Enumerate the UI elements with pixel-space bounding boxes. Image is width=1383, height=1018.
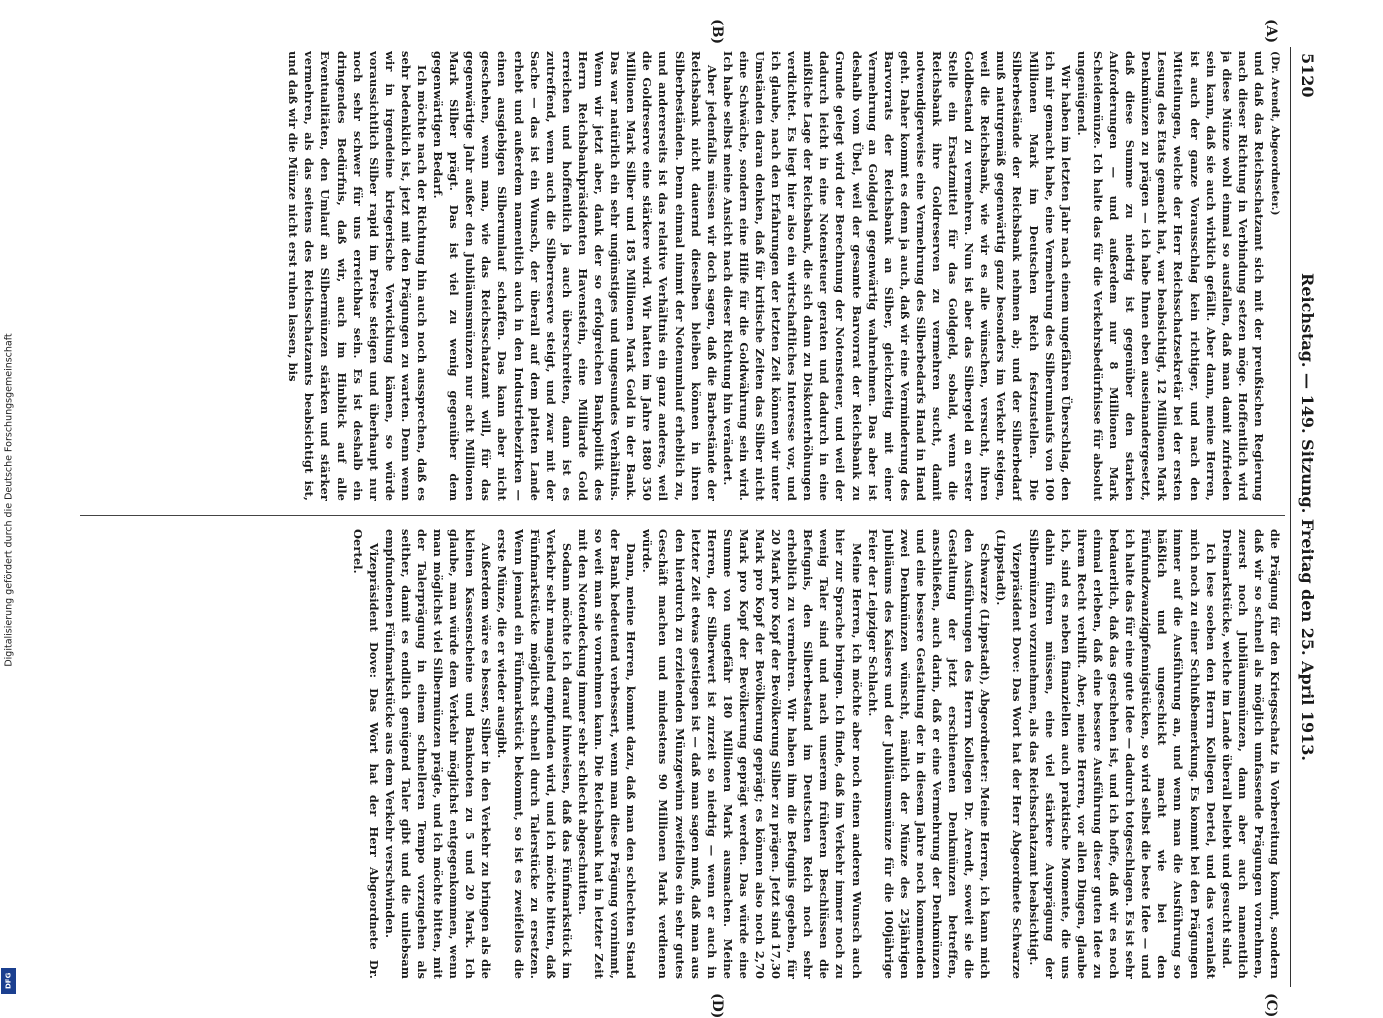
margin-letter-b: (B) xyxy=(709,19,725,45)
paragraph: Meine Herren, ich möchte aber noch einen anderen Wunsch auch hier zur Sprache bringen. Ich finde, daß im Verkehr immer noch zu wenig Taler sind und nach unserem früheren Beschlüssen die Befugnis, den Silberbestand im Deutschen Reich noch sehr erheblich zu vermehren. Wir haben ihm die Befugnis gegeben, für 20 Mark pro Kopf der Bevölkerung Silber zu prägen. Jetzt sind 17,30 Mark pro Kopf der Bevölkerung geprägt; es können also noch 2,70 Mark pro Kopf der Bevölkerung geprägt werden. Das würde eine Summe von ungefähr 180 Millionen Mark ausmachen. Meine Herren, der Silberwert ist zurzeit so niedrig — wenn er auch in letzter Zeit etwas gestiegen ist — daß man sagen muß, daß man aus den hierdurch zu erzielenden Münzgewinn zweifellos ein sehr gutes Geschäft machen und mindestens 90 Millionen Mark verdienen würde. xyxy=(640,529,864,979)
paragraph: Aber jedenfalls müssen wir doch sagen, daß die Barbestände der Reichsbank nicht dauernd dieselben bleiben können in ihren Silberbeständen. Denn einmal nimmt der Notenumlauf erheblich zu, und andererseits ist das relative Verhältnis ein ganz anderes, weil die Goldreserve eine stärkere wird. Wir hatten im Jahre 1880 350 Millionen Mark Silber und 185 Millionen Mark Gold in der Bank. Das war natürlich ein sehr ungünstiges und ungesundes Verhältnis. Wenn wir jetzt aber, dank der so erfolgreichen Bankpolitik des Herrn Reichsbankpräsidenten Havenstein, eine Milliarde Gold erreichen und hoffentlich ja auch überschreiten, dann ist es zutreffend, wenn auch die Silberreserve steigt, und zwar mit der Sache — das ist ein Wunsch, der überall auf dem platten Lande erhebt und außerdem namentlich auch in den Industriebezirken — einen ausgiebigen Silberumlauf schaffen. Das kann aber nicht geschehen, wenn man, wie das Reichsschatzamt will, für das gegenwärtige Jahr außer den Jubiläumsmünzen nur acht Millionen Mark Silber prägt. Das ist viel zu wenig gegenüber dem gegenwärtigen Bedarf. xyxy=(431,51,719,501)
session-title: Reichstag. — 149. Sitzung. Freitag den 25. April 1913. xyxy=(1298,273,1317,761)
paragraph: Sodann möchte ich darauf hinweisen, daß das Fünfmarkstück im Verkehr sehr mangelnd empfunden wird, und ich möchte bitten, daß Fünfmarkstücke möglichst schnell durch Talerstücke zu ersetzen. Wenn jemand ein Fünfmarkstück bekommt, so ist es zweifellos die erste Münze, die er wieder ausgibt. xyxy=(495,529,574,979)
paragraph: Außerdem wäre es besser, Silber in den Verkehr zu bringen als die kleinen Kassenscheine und Banknoten zu 5 und 20 Mark. Ich glaube, man würde dem Verkehr möglichst entgegenkommen, wenn man möglichst viel Silbermünzen prägte, und ich möchte bitten, mit der Talerprägung in einem schnelleren Tempo vorzugehen als seither, damit es endlich genügend Taler gibt und die unliebsam empfundenen Fünfmarkstücke aus dem Verkehr verschwinden. xyxy=(382,529,494,979)
credit-sidebar xyxy=(0,0,18,1000)
dfg-logo: DFG xyxy=(1,968,16,994)
left-column xyxy=(78,51,1283,501)
rotated-page xyxy=(65,19,1325,1018)
paragraph: Schwarze (Lippstadt), Abgeordneter: Meine Herren, ich kann mich den Ausführungen des Herrn Kollegen Dr. Arendt, soweit sie die Gestaltung der jetzt erschienenen Denkmünzen betreffen, anschließen, auch darin, daß er eine Vermehrung der Denkmünzen und eine bessere Gestaltung der in diesem Jahre noch kommenden zwei Denkmünzen wünscht, nämlich der Münze des 25jährigen Jubiläums des Kaisers und der Jubiläumsmünze für die 100jährige Feier der Leipziger Schlacht. xyxy=(865,529,993,979)
paragraph: Dann, meine Herren, kommt dazu, daß man den schlechten Stand der Bank bedeutend verbessert, wenn man diese Prägung vornimmt, so weit man sie vornehmen kann. Die Reichsbank hat in letzter Zeit mit den Notendeckung immer sehr schlecht abgeschnitten. xyxy=(575,529,639,979)
page-number: 5120 xyxy=(1298,53,1317,98)
speaker-tag: (Dr. Arendt, Abgeordneter.) xyxy=(1269,51,1281,216)
column-divider xyxy=(80,515,1285,516)
paragraph: Wir haben im letzten Jahr nach einem ungefähren Überschlag, den ich mir gemacht habe, eine Vermehrung des Silberumlaufs von 100 Millionen Mark im Deutschen Reich festzustellen. Die Silberbestände der Reichsbank nehmen ab; und der Silberbedarf muß naturgemäß gegenwärtig ganz besonders im Verkehr steigen, weil die Reichsbank, wie wir es alle wünschen, versucht, ihren Goldbestand zu vermehren. Nun ist aber das Silbergeld an erster Stelle ein Ersatzmittel für das Goldgeld, sobald, wenn die Reichsbank ihre Goldreserven zu vermehren sucht, damit notwendigerweise eine Vermehrung des Silberbedarfs Hand in Hand geht. Daher kommt es denn ja auch, daß wir eine Verminderung des Barvorrats der Reichsbank an Silber, gleichzeitig mit einer Vermehrung an Goldgeld gegenwärtig wahrnehmen. Das aber ist deshalb vom Übel, weil der gesamte Barvorrat der Reichsbank zu Grunde gelegt wird der Berechnung der Notensteuer, und weil der dadurch leicht in eine Notensteuer geraten und dadurch in eine mißliche Lage der Reichsbank, die sich dann zu Diskonterhöhungen verdichtet. Es liegt hier also ein wirtschaftliches Interesse vor, und ich glaube, nach den Erfahrungen der letzten Zeit können wir unter Umständen daran denken, daß für kritische Zeiten das Silber nicht eine Schwäche, sondern eine Hilfe für die Goldwährung sein wird. Ich habe selbst meine Ansicht nach dieser Richtung hin verändert. xyxy=(720,51,1073,501)
margin-letter-a: (A) xyxy=(1263,19,1279,44)
margin-letter-d: (D) xyxy=(709,993,725,1018)
margin-letter-c: (C) xyxy=(1263,993,1279,1018)
scanned-page-area xyxy=(60,19,1330,1018)
paragraph: und daß das Reichsschatzamt sich mit der preußischen Regierung nach dieser Richtung in Verbindung setzen möge. Hoffentlich wird ja diese Münze wohl einmal so ausfallen, daß man damit zufrieden sein kann, daß sie auch wirklich gefällt. Aber dann, meine Herren, ist auch der ganze Vorausschlag kein richtiger, und nach den Mitteilungen, welche der Herr Reichsschatzsekretär bei der ersten Lesung des Etats gemacht hat, war beabsichtigt, 12 Millionen Mark Denkmünzen zu prägen — ich habe Ihnen eben auseinandergesetzt, daß diese Summe zu niedrig ist gegenüber den starken Anforderungen — und außerdem nur 8 Millionen Mark Scheidemünze. Ich halte das für die Verkehrsbedürfnisse für absolut ungenügend. xyxy=(1074,51,1266,501)
paragraph: Ich lese soeben den Herrn Kollegen Dertel, und das veranlaßt mich noch zu einer Schlußbemerkung. Es kommt bei den Prägungen immer auf die Ausführung an, und wenn man die Ausführung so häßlich und ungeschickt macht wie bei den Fünfundzwanzigpfennigstücken, so wird selbst die beste Idee — und ich halte das für eine gute Idee — dadurch totgeschlagen. Es ist sehr bedauerlich, daß das geschehen ist, und ich hoffe, daß wir es noch einmal erleben, daß eine bessere Ausführung dieser guten Idee zu ihrem Recht verhilft. Aber, meine Herren, vor allen Dingen, glaube ich, sind es neben finanziellen auch praktische Momente, die uns dahin führen müssen, eine viel stärkere Ausprägung der Silbermünzen vorzunehmen, als das Reichsschatzamt beabsichtigt. xyxy=(1026,529,1218,979)
paragraph: Vizepräsident Dove: Das Wort hat der Herr Abgeordnete Dr. Oertel. xyxy=(350,529,381,979)
right-column xyxy=(78,529,1283,979)
page-header xyxy=(1290,47,1325,987)
paragraph: Vizepräsident Dove: Das Wort hat der Herr Abgeordnete Schwarze (Lippstadt). xyxy=(994,529,1025,979)
paragraph: die Prägung für den Kriegsschatz in Vorbereitung kommt, sondern daß wir so schnell als möglich umfassende Prägungen vornehmen, zuerst noch Jubiläumsmünzen, dann aber auch namentlich Dreimarkstücke, welche im Lande überall beliebt und gesucht sind. xyxy=(1219,529,1282,979)
paragraph: Ich möchte nach der Richtung hin auch noch aussprechen, daß es sehr bedenklich ist, jetzt mit den Prägungen zu warten. Denn wenn wir in irgendeine kriegerische Verwicklung kämen, so würde voraussichtlich Silber rapid im Preise steigen und überhaupt nur noch sehr schwer für uns erreichbar sein. Es ist deshalb ein dringendes Bedürfnis, daß wir, auch im Hinblick auf alle Eventualitäten, den Umlauf an Silbermünzen stärken und stärker vermehren, als das seitens des Reichsschatzamts beabsichtigt ist, und daß wir die Münze nicht erst ruhen lassen, bis xyxy=(286,51,430,501)
credit-text: Digitalisierung gefördert durch die Deutsche Forschungsgemeinschaft xyxy=(3,333,15,667)
